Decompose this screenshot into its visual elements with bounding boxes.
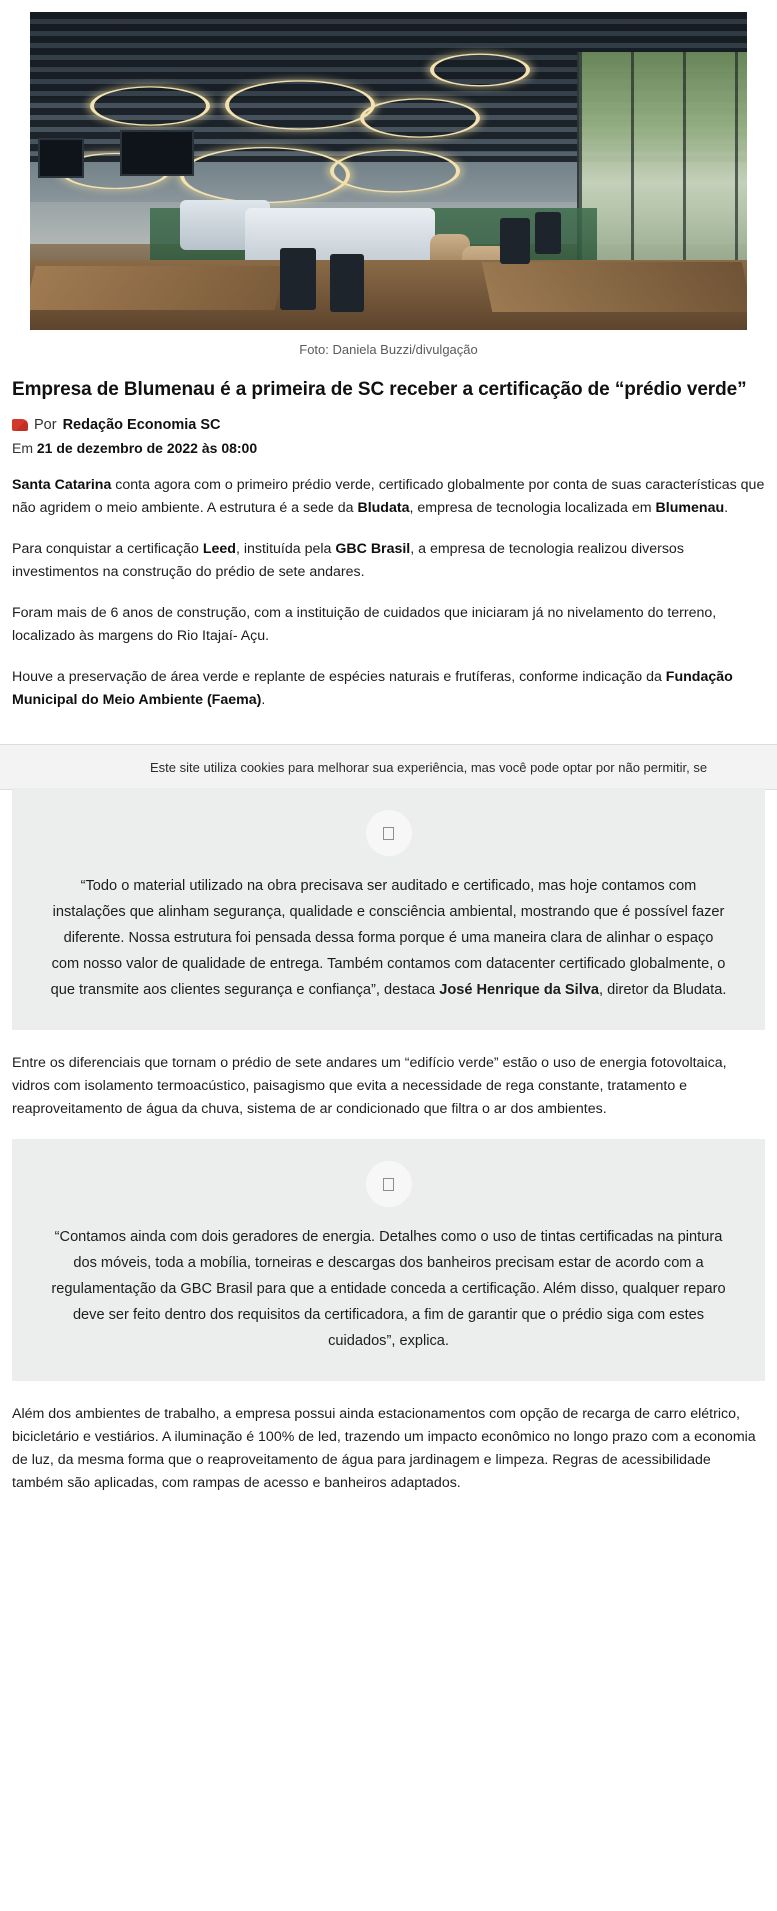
paragraph: Para conquistar a certificação Leed, instituída pela GBC Brasil, a empresa de tecnologia realizou diversos investimentos na construção do prédio de sete andares. xyxy=(12,541,684,581)
chair xyxy=(500,218,530,264)
ring-light-icon xyxy=(90,86,210,126)
pullquote xyxy=(12,1139,765,1381)
byline xyxy=(12,417,765,433)
quote-icon xyxy=(366,810,412,856)
hero-image-wrapper xyxy=(0,0,777,371)
dateline xyxy=(12,440,765,456)
hero-image xyxy=(30,12,747,330)
chair xyxy=(535,212,561,254)
byline-prefix: Por xyxy=(34,417,57,434)
date-prefix: Em xyxy=(12,440,33,457)
flag-icon xyxy=(12,419,28,431)
wall-screen xyxy=(120,130,194,176)
quote-part-1: “Todo o material utilizado na obra precisava ser auditado e certificado, mas hoje contamos com instalações que alinham segurança, qualidade e consciência ambiental, mostrando que é possível fazer diferente. Nossa estrutura foi pensada dessa forma porque é uma maneira clara de alinhar o espaço com nosso valor de qualidade de entrega. Também contamos com datacenter certificado globalmente, o que transmite aos clientes segurança e confiança”, destaca xyxy=(50,878,726,999)
ring-light-icon xyxy=(180,147,350,203)
wall-screen xyxy=(38,138,84,178)
pullquote-text: “Contamos ainda com dois geradores de energia. Detalhes como o uso de tintas certificadas na pintura dos móveis, toda a mobília, torneiras e descargas dos banheiros precisam estar de acordo com a regulamentação da GBC Brasil para que a entidade conceda a certificação. Além disso, qualquer reparo deve ser feito dentro dos requisitos da certificadora, a fim de garantir que o prédio siga com estes cuidados”, explica. xyxy=(51,1229,726,1349)
ring-light-icon xyxy=(225,80,375,130)
pullquote-text xyxy=(12,856,765,1004)
paragraph: Houve a preservação de área verde e replante de espécies naturais e frutíferas, conforme indicação da Fundação Municipal do Meio Ambiente (Faema). xyxy=(12,669,733,709)
image-caption: Foto: Daniela Buzzi/divulgação xyxy=(299,342,478,357)
institution-name: GBC Brasil xyxy=(335,541,411,558)
lead-highlight: Santa Catarina xyxy=(12,477,112,494)
paragraph: Foram mais de 6 anos de construção, com a instituição de cuidados que iniciaram já no nivelamento do terreno, localizado às margens do Rio Itajaí- Açu. xyxy=(12,605,717,645)
page-title: Empresa de Blumenau é a primeira de SC receber a certificação de “prédio verde” xyxy=(12,379,747,400)
quote-icon xyxy=(366,1161,412,1207)
quote-mark-wrapper xyxy=(12,788,765,856)
ring-light-icon xyxy=(430,54,530,87)
window-wall xyxy=(577,52,747,270)
pullquote xyxy=(12,788,765,1030)
city-name: Blumenau xyxy=(655,500,725,517)
article-body-continued xyxy=(0,730,777,1495)
quote-part-2: , diretor da Bludata. xyxy=(599,982,727,999)
cookie-consent-bar[interactable] xyxy=(0,744,777,790)
chair xyxy=(330,254,364,312)
wood-tables xyxy=(30,260,747,330)
ring-light-icon xyxy=(330,150,460,193)
ring-light-icon xyxy=(360,98,480,138)
cookie-consent-text: Este site utiliza cookies para melhorar sua experiência, mas você pode optar por não permitir, se xyxy=(150,759,708,775)
agency-name: Fundação Municipal do Meio Ambiente (Faema) xyxy=(12,669,733,709)
author-link[interactable]: Redação Economia SC xyxy=(62,417,221,434)
chair xyxy=(280,248,316,310)
paragraph: Santa Catarina conta agora com o primeiro prédio verde, certificado globalmente por conta de suas características que não agridem o meio ambiente. A estrutura é a sede da Bludata, empresa de tecnologia localizada em Blumenau. xyxy=(12,477,765,517)
company-name: Bludata xyxy=(357,500,410,517)
paragraph: Entre os diferenciais que tornam o prédio de sete andares um “edifício verde” estão o uso de energia fotovoltaica, vidros com isolamento termoacústico, paisagismo que evita a necessidade de rega constante, tratamento e reaproveitamento de água da chuva, sistema de ar condicionado que filtra o ar dos ambientes. xyxy=(12,1055,727,1118)
publish-date: 21 de dezembro de 2022 às 08:00 xyxy=(36,440,258,457)
quote-speaker: José Henrique da Silva xyxy=(439,982,599,999)
article-body xyxy=(0,377,777,712)
paragraph: Além dos ambientes de trabalho, a empresa possui ainda estacionamentos com opção de recarga de carro elétrico, bicicletário e vestiários. A iluminação é 100% de led, trazendo um impacto econômico no longo prazo com a economia de luz, da mesma forma que o reaproveitamento de água para jardinagem e limpeza. Regras de acessibilidade também são aplicadas, com rampas de acesso e banheiros adaptados. xyxy=(12,1405,756,1491)
certification-name: Leed xyxy=(202,541,236,558)
quote-mark-wrapper xyxy=(12,1139,765,1207)
